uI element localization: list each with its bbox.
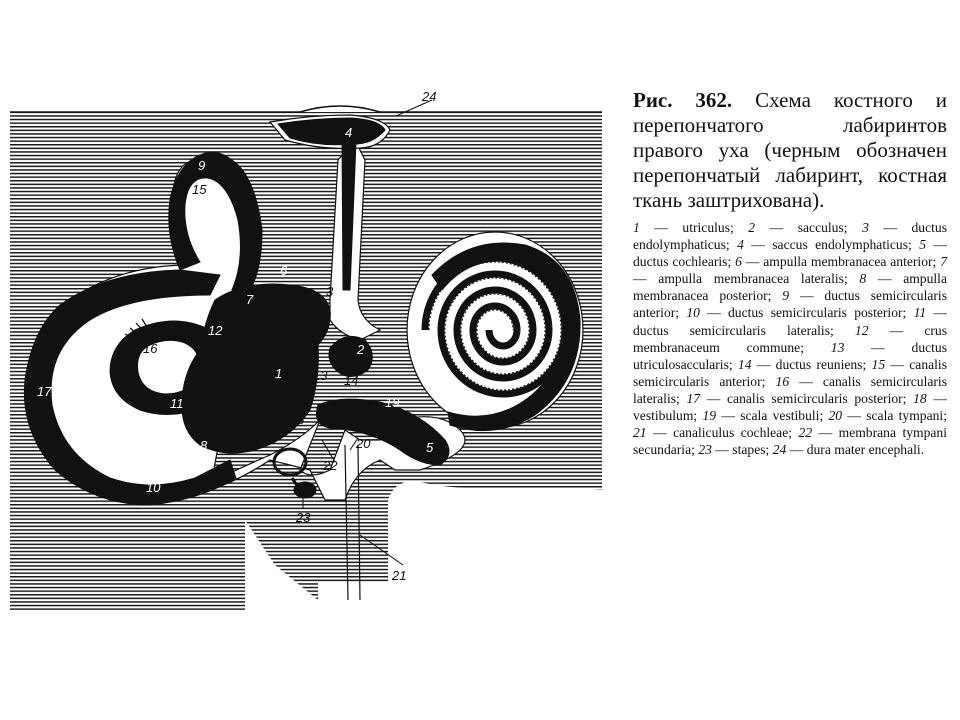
legend-term: dura mater encephali (806, 442, 921, 458)
legend-entry: 19 — scala vestibuli; (702, 408, 829, 424)
legend-entry: 16 — canalis semicircularis lateralis; (633, 373, 947, 406)
label-23: 23 (296, 510, 311, 525)
label-20: 20 (356, 436, 371, 451)
caption-title (633, 88, 947, 213)
legend-number: 15 (871, 356, 886, 372)
label-1: 1 (275, 366, 283, 381)
label-11: 11 (170, 396, 184, 411)
legend-entry: 20 — scala tympani; (828, 408, 947, 424)
label-2: 2 (357, 342, 365, 357)
legend-number: 1 (633, 220, 640, 235)
label-14: 14 (344, 373, 359, 388)
legend-entry: 13 — ductus utriculosaccularis; (633, 339, 948, 372)
legend-term: ductus semicircularis anterior (633, 288, 947, 321)
dura-mater (10, 106, 602, 112)
legend-number: 14 (737, 356, 752, 372)
legend-entry: 3 — ductus endolymphaticus; (633, 220, 947, 253)
legend-term: crus membranaceum commune (633, 322, 948, 355)
label-17: 17 (37, 384, 52, 399)
legend-entry: 8 — ampulla membranacea posterior; (633, 271, 947, 304)
legend-term: saccus endolymphaticus (772, 237, 909, 253)
legend-term: ductus semicircularis lateralis (633, 322, 831, 338)
label-7: 7 (246, 292, 254, 307)
legend-entry: 21 — canaliculus cochleae; (633, 425, 799, 441)
label-19: 19 (385, 395, 400, 410)
legend-term: ampulla membranacea anterior (763, 254, 933, 270)
legend-number: 20 (828, 408, 843, 424)
legend-term: ductus semicircularis posterior (727, 305, 903, 321)
label-9: 9 (198, 158, 206, 173)
legend-number: 17 (686, 390, 701, 406)
label-24: 24 (422, 89, 437, 104)
legend-number: 9 (782, 288, 790, 304)
legend-entry: 10 — ductus semicircularis posterior; (686, 305, 914, 321)
legend-entry: 23 — stapes; (698, 442, 773, 458)
legend-number: 16 (775, 373, 790, 389)
legend-term: ductus utriculosaccularis (633, 339, 948, 372)
legend-number: 8 (859, 271, 867, 287)
legend-number: 3 (862, 220, 869, 235)
legend-entry: 5 — ductus cochlearis; (633, 237, 948, 270)
legend-term: ductus cochlearis (633, 254, 728, 270)
legend-number: 22 (798, 425, 813, 441)
legend-term: canalis semicircularis lateralis (633, 373, 947, 406)
label-22: 22 (323, 458, 338, 473)
legend-entry: 22 — membrana tympani secundaria; (633, 425, 948, 458)
legend-entry: 2 — sacculus; (748, 220, 863, 235)
legend-number: 13 (830, 339, 845, 355)
figure-title: Схема костного и перепончатого лабиринтов правого уха (черным обозначен перепончатый лабиринт, костная ткань заштрихована). (633, 88, 947, 212)
legend-number: 2 (748, 220, 756, 235)
label-8: 8 (200, 438, 208, 453)
label-13: 13 (313, 368, 328, 383)
label-10: 10 (146, 480, 161, 495)
legend-term: ampulla membranacea lateralis (658, 271, 844, 287)
legend-entry: 9 — ductus semicircularis anterior; (633, 288, 947, 321)
label-18: 18 (290, 412, 305, 427)
legend-number: 7 (940, 254, 947, 270)
legend-term: vestibulum (633, 408, 694, 424)
label-16: 16 (143, 341, 158, 356)
legend-entry: 4 — saccus endolymphaticus; (737, 237, 920, 253)
legend-entry: 24 — dura mater encephali. (772, 442, 925, 458)
legend-term: scala tympani (866, 408, 944, 424)
legend-entry: 17 — canalis semicircularis posterior; (686, 390, 914, 406)
legend-term: stapes (732, 442, 766, 458)
label-21: 21 (392, 568, 407, 583)
legend-term: ductus endolymphaticus (633, 220, 947, 253)
label-12: 12 (208, 323, 223, 338)
legend-number: 23 (698, 442, 712, 458)
legend-number: 11 (913, 305, 927, 321)
legend-term: ductus reuniens (775, 356, 863, 372)
legend-number: 10 (686, 305, 700, 321)
legend-number: 19 (702, 408, 717, 424)
caption-legend (633, 219, 947, 458)
legend-term: utriculus (682, 220, 730, 235)
legend-entry: 12 — crus membranaceum commune; (633, 322, 948, 355)
legend-number: 12 (854, 322, 869, 338)
label-5: 5 (426, 440, 434, 455)
legend-term: sacculus (797, 220, 844, 235)
legend-term: ampulla membranacea posterior (633, 271, 947, 304)
figure-number: Рис. 362. (633, 88, 733, 112)
legend-entry: 14 — ductus reuniens; (737, 356, 872, 372)
figure-caption (633, 88, 947, 458)
legend-entry: 1 — utriculus; (633, 220, 749, 235)
legend-number: 18 (913, 390, 927, 406)
label-3: 3 (326, 284, 334, 299)
legend-entry: 6 — ampulla membranacea anterior; (735, 254, 941, 270)
label-15: 15 (192, 182, 207, 197)
legend-entry: 11 — ductus semicircularis lateralis; (633, 305, 947, 338)
legend-term: canalis semicircularis anterior (633, 356, 947, 389)
legend-number: 5 (919, 237, 927, 253)
legend-number: 6 (735, 254, 742, 270)
legend-entry: 7 — ampulla membranacea lateralis; (633, 254, 947, 287)
label-6: 6 (280, 263, 288, 278)
legend-term: membrana tympani secundaria (633, 425, 948, 458)
legend-entry: 18 — vestibulum; (633, 390, 947, 424)
legend-term: canaliculus cochleae (673, 425, 789, 441)
legend-term: canalis semicircularis posterior (727, 390, 903, 406)
legend-number: 24 (772, 442, 787, 458)
legend-number: 21 (633, 425, 647, 441)
legend-entry: 15 — canalis semicircularis anterior; (633, 356, 947, 389)
legend-term: scala vestibuli (740, 408, 820, 424)
legend-number: 4 (737, 237, 744, 253)
label-4: 4 (345, 125, 353, 140)
